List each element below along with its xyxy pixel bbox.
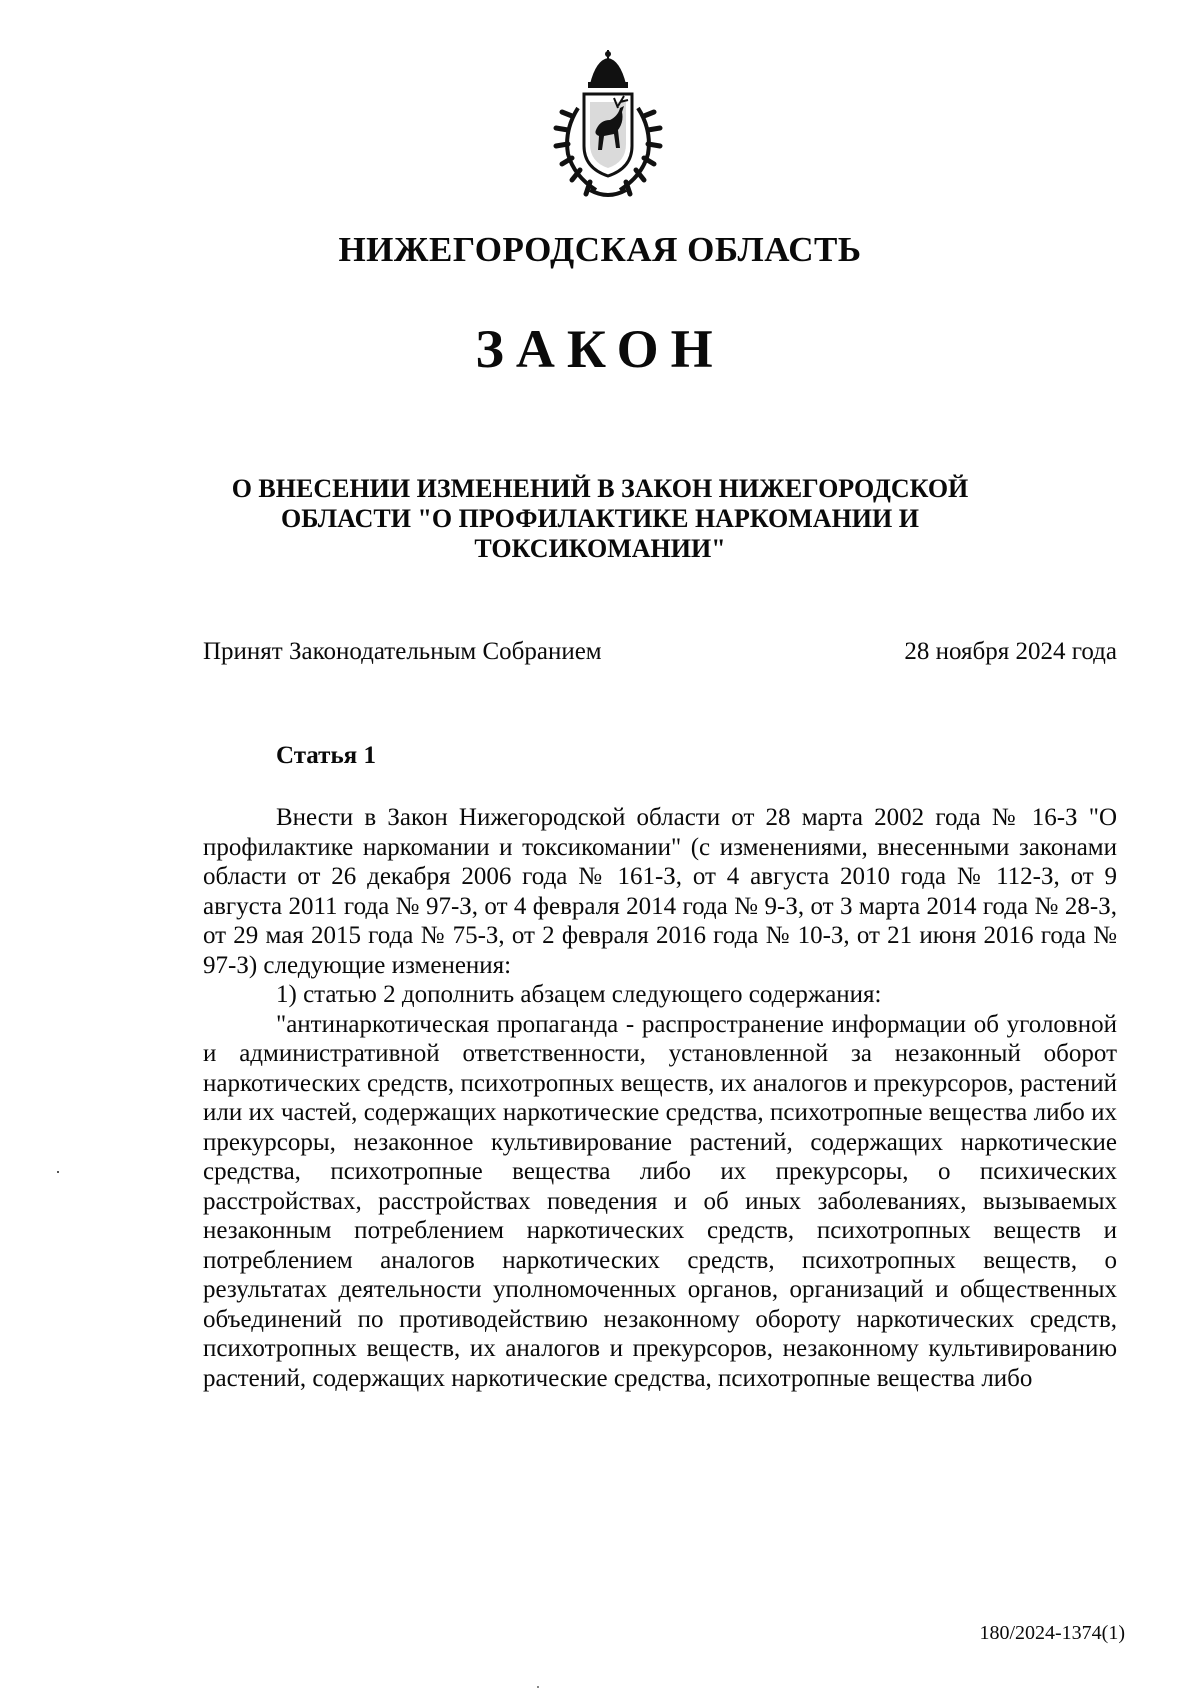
scan-speck [57,1171,59,1173]
law-title [180,474,1020,564]
document-code: 180/2024-1374(1) [979,1622,1125,1644]
scan-speck [537,1686,539,1688]
article-heading: Статья 1 [276,742,376,769]
adoption-date: 28 ноября 2024 года [904,638,1117,665]
document-type: ЗАКОН [475,319,725,379]
law-title-line: ТОКСИКОМАНИИ" [474,534,726,563]
adopted-by: Принят Законодательным Собранием [203,638,602,665]
article-body [203,803,1117,1393]
law-title-line: ОБЛАСТИ "О ПРОФИЛАКТИКЕ НАРКОМАНИИ И [281,504,919,533]
adoption-row [203,638,1117,672]
article-paragraph: 1) статью 2 дополнить абзацем следующего содержания: [276,981,882,1008]
article-paragraph: "антинаркотическая пропаганда - распространение информации об уголовной и административной ответственности, установленной за незаконный оборот наркотических средств, психотропных веществ, их аналогов и прекурсоров, растений или их частей, содержащих наркотические средства, психотропные вещества либо их прекурсоры, незаконное культивирование растений, содержащих наркотические средства, психотропные вещества либо их прекурсоры, о психических расстройствах, расстройствах поведения и об иных заболеваниях, вызываемых незаконным потреблением наркотических средств, психотропных веществ и потреблением аналогов наркотических средств, психотропных веществ, о результатах деятельности уполномоченных органов, организаций и общественных объединений по противодействию незаконному обороту наркотических средств, психотропных веществ, их аналогов и прекурсоров, незаконному культивированию растений, содержащих наркотические средства, психотропные вещества либо [203,1010,1117,1392]
article-paragraph: Внести в Закон Нижегородской области от 28 марта 2002 года № 16-З "О профилактике наркомании и токсикомании" (с изменениями, внесенными законами области от 26 декабря 2006 года № 161-З, от 4 августа 2010 года № 112-З, от 9 августа 2011 года № 97-З, от 4 февраля 2014 года № 9-З, от 3 марта 2014 года № 28-З, от 29 мая 2015 года № 75-З, от 2 февраля 2016 года № 10-З, от 21 июня 2016 года № 97-З) следующие изменения: [203,804,1117,979]
law-title-line: О ВНЕСЕНИИ ИЗМЕНЕНИЙ В ЗАКОН НИЖЕГОРОДСКОЙ [231,474,969,503]
coat-of-arms-icon [538,50,678,202]
region-name: НИЖЕГОРОДСКАЯ ОБЛАСТЬ [338,230,862,269]
